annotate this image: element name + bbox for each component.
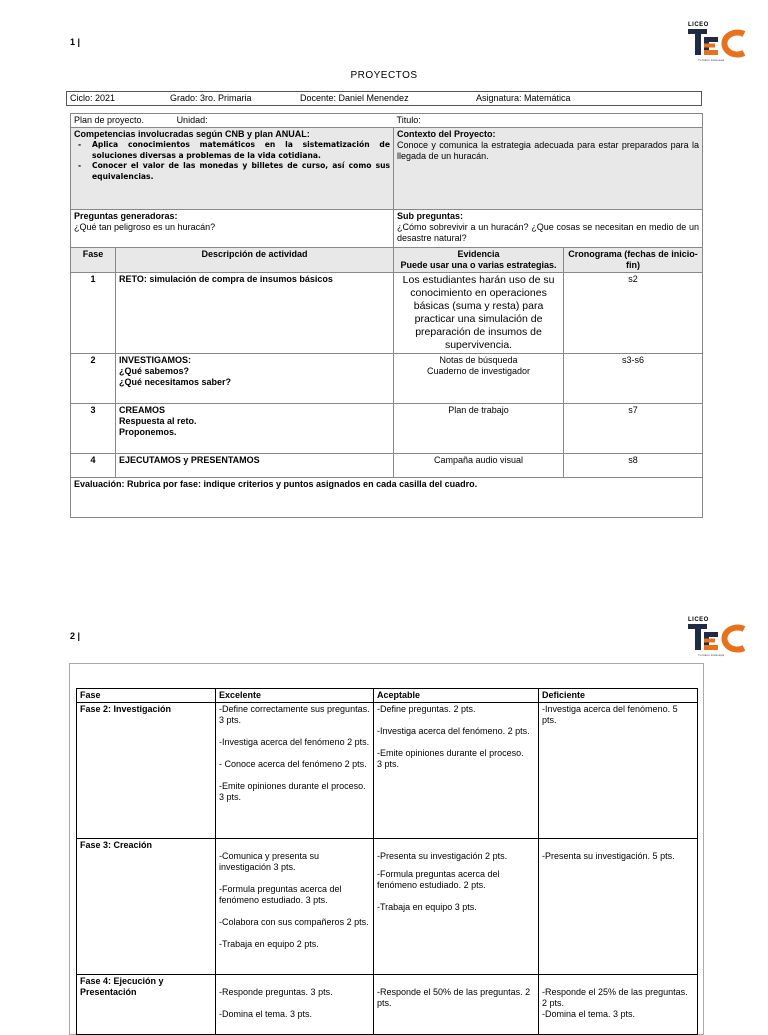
rubric-header-excelente: Excelente: [216, 689, 374, 703]
plan-label: Plan de proyecto.: [74, 115, 145, 125]
phase-row: [71, 454, 703, 478]
phase-description: CREAMOS Respuesta al reto. Proponemos.: [116, 404, 394, 454]
phase-evidence: Los estudiantes harán uso de su conocimiento en operaciones básicas (suma y resta) para practicar una simulación de preparación de insumos de supervivencia.: [394, 273, 564, 354]
tec-logo-icon: [688, 623, 746, 653]
contexto-cell: [394, 128, 703, 210]
header-descripcion: Descripción de actividad: [116, 248, 394, 273]
phase-row: [71, 273, 703, 354]
rubric-aceptable: -Responde el 50% de las preguntas. 2 pts.: [374, 975, 539, 1035]
phase-evidence: Notas de búsqueda Cuaderno de investigador: [394, 354, 564, 404]
unidad-label: Unidad:: [176, 115, 208, 125]
rubric-aceptable: -Define preguntas. 2 pts. -Investiga acerca del fenómeno. 2 pts. -Emite opiniones durante el proceso. 3 pts.: [374, 703, 539, 839]
logo-liceo-text: LICEO: [688, 617, 709, 623]
asignatura: Asignatura: Matemática: [473, 92, 702, 106]
phase-evidence: Campaña audio visual: [394, 454, 564, 478]
page-title: PROYECTOS: [350, 70, 418, 81]
competencias-list: [74, 140, 390, 182]
contexto-heading: Contexto del Proyecto:: [397, 129, 496, 139]
logo-liceo-text: LICEO: [688, 22, 709, 28]
phase-row: [71, 354, 703, 404]
phase-description: EJECUTAMOS y PRESENTAMOS: [116, 454, 394, 478]
phase-evidence: Plan de trabajo: [394, 404, 564, 454]
grado: Grado: 3ro. Primaria: [167, 92, 297, 106]
phase-number: 2: [71, 354, 116, 404]
rubric-fase: Fase 2: Investigación: [77, 703, 216, 839]
page-number-2: 2 |: [70, 631, 81, 641]
rubric-deficiente: -Presenta su investigación. 5 pts.: [539, 839, 698, 975]
phase-row: [71, 404, 703, 454]
rubric-deficiente: -Responde el 25% de las preguntas. 2 pts. -Domina el tema. 3 pts.: [539, 975, 698, 1035]
plan-cell: [71, 114, 394, 128]
sub-preguntas-text: ¿Cómo sobrevivir a un huracán? ¿Que cosas se necesitan en medio de un desastre natural?: [397, 222, 700, 243]
course-info-table: [66, 91, 702, 106]
page-number: 1 |: [70, 37, 81, 47]
liceo-tec-logo-2: [688, 617, 746, 657]
competencia-item: - Conocer el valor de las monedas y billetes de curso, así como sus equivalencias.: [92, 161, 390, 182]
rubric-excelente: -Define correctamente sus preguntas. 3 pts. -Investiga acerca del fenómeno 2 pts. - Conoce acerca del fenómeno 2 pts. -Emite opiniones durante el proceso. 3 pts.: [216, 703, 374, 839]
rubric-excelente: -Comunica y presenta su investigación 3 pts. -Formula preguntas acerca del fenómeno estudiado. 3 pts. -Colabora con sus compañeros 2 pts. -Trabaja en equipo 2 pts.: [216, 839, 374, 975]
docente: Docente: Daniel Menendez: [297, 92, 473, 106]
phase-schedule: s2: [564, 273, 703, 354]
header-evidencia: Evidencia Puede usar una o varias estrategias.: [394, 248, 564, 273]
phase-number: 3: [71, 404, 116, 454]
rubric-aceptable: -Presenta su investigación 2 pts. -Formula preguntas acerca del fenómeno estudiado. 2 pts. -Trabaja en equipo 3 pts.: [374, 839, 539, 975]
contexto-text: Conoce y comunica la estrategia adecuada para estar preparados para la llegada de un huracán.: [397, 140, 700, 161]
competencias-heading: Competencias involucradas según CNB y plan ANUAL:: [74, 129, 310, 139]
phase-schedule: s7: [564, 404, 703, 454]
liceo-tec-logo: [688, 22, 746, 62]
logo-tagline: Tu futuro inicia aquí: [698, 653, 725, 657]
project-plan-table: [70, 113, 703, 518]
rubric-row: [77, 703, 698, 839]
phase-description: RETO: simulación de compra de insumos básicos: [116, 273, 394, 354]
header-cronograma: Cronograma (fechas de inicio- fin): [564, 248, 703, 273]
sub-preguntas-heading: Sub preguntas:: [397, 211, 464, 221]
sub-preguntas-cell: [394, 210, 703, 248]
rubric-table: [76, 688, 698, 1035]
rubric-row: [77, 839, 698, 975]
rubric-excelente: -Responde preguntas. 3 pts. -Domina el tema. 3 pts.: [216, 975, 374, 1035]
rubric-header-aceptable: Aceptable: [374, 689, 539, 703]
preguntas-text: ¿Qué tan peligroso es un huracán?: [74, 222, 216, 232]
preguntas-cell: [71, 210, 394, 248]
rubric-deficiente: -Investiga acerca del fenómeno. 5 pts.: [539, 703, 698, 839]
preguntas-heading: Preguntas generadoras:: [74, 211, 178, 221]
titulo-label: Titulo:: [394, 114, 703, 128]
competencias-cell: [71, 128, 394, 210]
competencia-item: - Aplica conocimientos matemáticos en la sistematización de soluciones diversas a problemas de la vida cotidiana.: [92, 140, 390, 161]
rubric-row: [77, 975, 698, 1035]
phase-description: INVESTIGAMOS: ¿Qué sabemos? ¿Qué necesitamos saber?: [116, 354, 394, 404]
phase-schedule: s8: [564, 454, 703, 478]
rubric-fase: Fase 4: Ejecución y Presentación: [77, 975, 216, 1035]
phase-number: 1: [71, 273, 116, 354]
evaluacion: Evaluación: Rubrica por fase: indique criterios y puntos asignados en cada casilla del cuadro.: [71, 478, 703, 518]
phase-schedule: s3-s6: [564, 354, 703, 404]
ciclo: Ciclo: 2021: [67, 92, 168, 106]
header-fase: Fase: [71, 248, 116, 273]
rubric-fase: Fase 3: Creación: [77, 839, 216, 975]
phase-number: 4: [71, 454, 116, 478]
tec-logo-icon: [688, 28, 746, 58]
rubric-header-deficiente: Deficiente: [539, 689, 698, 703]
logo-tagline: Tu futuro inicia aquí: [698, 58, 725, 62]
rubric-header-fase: Fase: [77, 689, 216, 703]
